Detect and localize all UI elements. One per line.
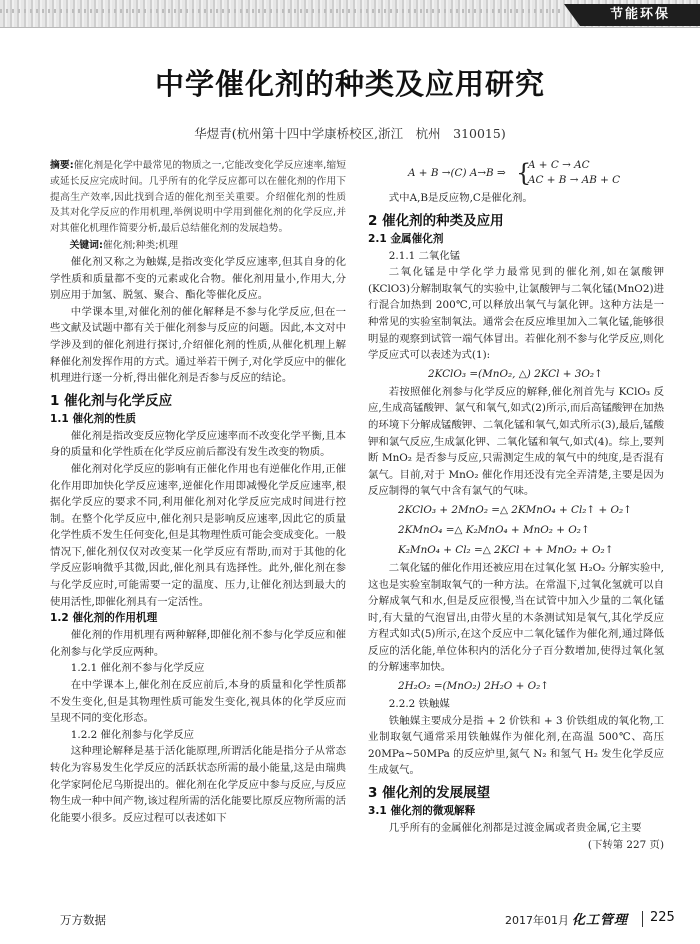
equation-1: 2KClO₃ =(MnO₂, △) 2KCl + 3O₂↑ [428, 367, 603, 380]
article-author: 华煜青(杭州第十四中学康桥校区,浙江 杭州 310015) [194, 126, 506, 141]
equation-step: A + C → AC [528, 159, 590, 171]
page-footer [0, 906, 700, 934]
paragraph: 催化剂是指改变反应物化学反应速率而不改变化学平衡,且本身的质量和化学性质在化学反应前后都没有发生改变的物质。 [50, 429, 346, 459]
keywords [50, 238, 346, 254]
footer-source: 万方数据 [60, 913, 106, 927]
equation-step: AC + B → AB + C [528, 174, 621, 186]
subsubsection-heading: 2.2.2 铁触媒 [388, 698, 450, 711]
article-title: 中学催化剂的种类及应用研究 [154, 67, 545, 101]
paragraph: 铁触媒主要成分是指 + 2 价铁和 + 3 价铁组成的氧化物,工业制取氨气通常采用铁触媒作为催化剂,在高温 500℃、高压 20MPa~50MPa 的反应炉里,氮气 N₂ 和氢气 H₂ 发生化学反应生成氨气。 [368, 714, 664, 777]
subsubsection-heading: 1.2.1 催化剂不参与化学反应 [70, 662, 205, 675]
equation-left: A + B →(C) A→B ⇒ [408, 167, 506, 179]
section-heading: 3 催化剂的发展展望 [368, 785, 491, 802]
equation-2: 2KClO₃ + 2MnO₂ =△ 2KMnO₄ + Cl₂↑ + O₂↑ [398, 503, 632, 516]
subsection-heading: 1.2 催化剂的作用机理 [50, 612, 158, 625]
paragraph: 式中A,B是反应物,C是催化剂。 [388, 192, 533, 204]
page-number: 225 [650, 910, 675, 925]
equation-3: 2KMnO₄ =△ K₂MnO₄ + MnO₂ + O₂↑ [398, 523, 590, 536]
abstract-text: 催化剂是化学中最常见的物质之一,它能改变化学反应速率,缩短或延长反应完成时间。几乎所有的化学反应都可以在催化剂的作用下提高生产效率,因此找到合适的催化剂至关重要。介绍催化剂的性质及其对化学反应的作用机理,举例说明中学用到催化剂的化学反应,并对其催化机理作简要分析,最后总结催化剂的发展趋势。 [50, 160, 346, 235]
right-column [368, 158, 664, 853]
paragraph: 催化剂对化学反应的影响有正催化作用也有逆催化作用,正催化作用即加快化学反应速率,逆催化作用即减慢化学反应速率,根据化学反应的要求不同,利用催化剂对化学反应完成时间进行控制。在整个化学反应中,催化剂只是影响反应速率,因此它的质量化学性质不发生任何变化,但是其物理性质可能会变成变化。一般情况下,催化剂仅仅对改变某一化学反应有帮助,而对于其他的化学反应影响微乎其微,因此,催化剂具有选择性。此外,催化剂在参与化学反应时,可能需要一定的温度、压力,让催化剂达到最大的使用活性,即催化剂具有一定活性。 [50, 462, 346, 608]
equation-4: K₂MnO₄ + Cl₂ =△ 2KCl + + MnO₂ + O₂↑ [398, 543, 614, 556]
paragraph: 几乎所有的金属催化剂都是过渡金属或者贵金属,它主要 [388, 822, 642, 835]
equation-mechanism [368, 158, 664, 190]
paragraph: 二氧化锰的催化作用还被应用在过氧化氢 H₂O₂ 分解实验中,这也是实验室制取氧气的一种方法。在常温下,过氧化氢就可以自分解成氧气和水,但是反应很慢,当在试管中加入少量的二氧化锰时,有大量的气泡冒出,由带火星的木条测试知是氧气,其化学反应方程式如式(5)所示,在这个反应中二氧化锰作为催化剂,通过降低反应的活化能,单位体积内的活化分子百分数增加,使得过氧化氢的分解速率加快。 [368, 561, 664, 674]
keywords-label: 关键词: [69, 239, 103, 251]
left-column [50, 158, 346, 826]
paragraph: 这种理论解释是基于活化能原理,所谓活化能是指分子从常态转化为容易发生化学反应的活跃状态所需的最小能量,这是由瑞典化学家阿伦尼乌斯提出的。催化剂在化学反应中参与反应,与反应物生成一种中间产物,该过程所需的活化能要比原反应物所需的活化能要小很多。反应过程可以表述如下 [50, 745, 346, 824]
subsection-heading: 2.1 金属催化剂 [368, 232, 444, 245]
section-heading: 1 催化剂与化学反应 [50, 392, 173, 409]
abstract-label: 摘要: [50, 160, 74, 171]
journal-logo: 化工管理 [572, 913, 629, 928]
section-heading: 2 催化剂的种类及应用 [368, 212, 504, 229]
equation-5: 2H₂O₂ =(MnO₂) 2H₂O + O₂↑ [398, 680, 550, 693]
continued-note: (下转第 227 页) [587, 838, 664, 851]
subsection-heading: 3.1 催化剂的微观解释 [368, 805, 476, 818]
paragraph: 中学课本里,对催化剂的催化解释是不参与化学反应,但在一些文献及试题中都有关于催化剂参与反应的问题。因此,本文对中学涉及到的催化剂进行探讨,介绍催化剂的性质,从催化机理上解释催化剂发挥作用的方式。通过举若干例子,对化学反应中的催化机理进行逐一分析,得出催化剂是否参与反应的结论。 [50, 305, 346, 385]
subsection-heading: 1.1 催化剂的性质 [50, 412, 137, 425]
footer-date: 2017年01月 [505, 914, 569, 927]
paragraph: 若按照催化剂参与化学反应的解释,催化剂首先与 KClO₃ 反应,生成高锰酸钾、氯气和氧气,如式(2)所示,而后高锰酸钾在加热的环境下分解成锰酸钾、二氧化锰和氧气,如式所示(3),最后,锰酸钾和氯气反应,生成氯化钾、二氧化锰和氧气,如式(4)。综上,要判断 MnO₂ 是否参与反应,只需测定生成的氧气中的纯度,是否混有氯气。目前,对于 MnO₂ 催化作用还没有完全弄清楚,主要是因为反应制得的氧气中含有氯气的气味。 [368, 385, 664, 498]
section-tag: 节能环保 [580, 4, 700, 26]
paragraph: 催化剂的作用机理有两种解释,即催化剂不参与化学反应和催化剂参与化学反应两种。 [50, 629, 346, 658]
paragraph: 在中学课本上,催化剂在反应前后,本身的质量和化学性质都不发生变化,但是其物理性质可能发生变化,视具体的化学反应而呈现不同的变化形态。 [50, 679, 346, 725]
paragraph: 催化剂又称之为触媒,是指改变化学反应速率,但其自身的化学性质和质量都不变的元素或化合物。催化剂用量小,作用大,分别应用于加氢、脱氢、聚合、酯化等催化反应。 [50, 255, 346, 302]
paragraph: 二氧化锰是中学化学力最常见到的催化剂,如在氯酸钾(KClO3)分解制取氧气的实验中,让氯酸钾与二氧化锰(MnO2)进行混合加热到 200℃,可以释放出氧气与氯化钾。这种方法是一种常见的实验室制氧法。通常会在反应堆里加入二氧化锰,能够很明显的观察到试管一端气体冒出。若催化剂不参与化学反应,则化学反应式可以表述为式(1): [368, 266, 664, 362]
subsubsection-heading: 2.1.1 二氧化锰 [388, 249, 461, 262]
footer-divider [642, 911, 643, 927]
brace-icon: { [516, 159, 532, 187]
abstract [50, 158, 346, 237]
subsubsection-heading: 1.2.2 催化剂参与化学反应 [70, 728, 195, 741]
keywords-text: 催化剂;种类;机理 [102, 239, 179, 251]
